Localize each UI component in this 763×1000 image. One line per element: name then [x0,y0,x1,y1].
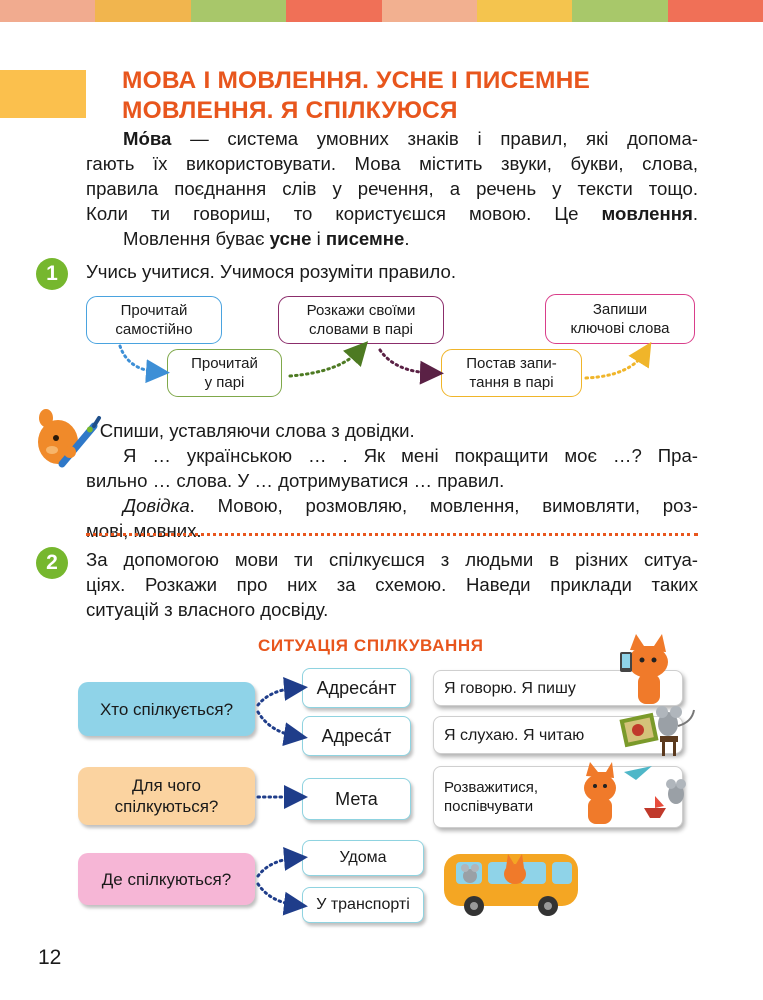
term-pysemne: писемне [325,228,405,249]
box-meta: Мета [302,778,411,820]
question-where: Де спілкуються? [78,853,255,905]
step2-line1: Прочитай [191,355,258,372]
box-addresant: Адреса́нт [302,668,411,708]
box-transport: У транспорті [302,887,424,923]
intro-line5-end: . [404,228,410,249]
task-number-badge-1: 1 [36,258,68,290]
step4-line1: Постав запи- [466,355,557,372]
exercise-line1: Я … українською … . Як мені покращити моє …? Пра- [123,445,698,466]
intro-line1-text: — система умовних знаків і правил, які допома- [171,128,698,149]
cat-mouse-play-icon [580,760,692,826]
step3-line2: словами в парі [308,321,414,338]
task2-line3: ситуацій з власного досвіду. [86,599,329,620]
intro-line3: правила поєднання слів у речення, а речень у тексти тощо. [86,178,698,199]
term-movlennia: мовлення [601,203,693,224]
task-number-badge-2: 2 [36,547,68,579]
term-mova: Мо́ва [123,128,172,149]
answer-speak-write: Я говорю. Я пишу [433,670,683,706]
question-why-line2: спілкуються? [114,797,219,816]
intro-line5-mid: і [311,228,326,249]
box-home: Удома [302,840,424,876]
step5-line1: Запиши [592,301,648,318]
hint-line2: мові, мовних. [86,520,202,541]
cat-phone-icon [610,630,690,706]
task2-line2: ціях. Розкажи про них за схемою. Наведи приклади таких [86,574,698,595]
term-usne: усне [269,228,312,249]
step4-line2: тання в парі [469,374,554,391]
hint-label: Довідка [123,495,190,516]
intro-line2: гають їх використовувати. Мова містить звуки, букви, слова, [86,153,698,174]
step1-line2: самостійно [115,321,193,338]
answer-purpose-line1: Розважитися, [444,779,538,796]
exercise-bullet: • [86,417,94,442]
lesson-title-line1: МОВА І МОВЛЕННЯ. УСНЕ І ПИСЕМНЕ [122,67,591,94]
mouse-book-icon [616,702,698,758]
page-number: 12 [38,946,62,969]
exercise-line2: вильно … слова. У … дотримуватися … правил. [86,470,505,491]
step5-line2: ключові слова [570,320,670,337]
question-why-line1: Для чого [132,776,201,795]
lesson-title-line2: МОВЛЕННЯ. Я СПІЛКУЮСЯ [122,97,458,124]
step3-line1: Розкажи своїми [306,302,416,319]
question-who: Хто спілкується? [78,682,255,736]
task2-line1: За допомогою мови ти спілкуєшся з людьми в різних ситуа- [86,549,698,570]
task1-text: Учись учитися. Учимося розуміти правило. [86,261,456,282]
intro-line4-text: Коли ти говориш, то користуєшся мовою. Це [86,203,602,224]
intro-line4-end: . [692,203,698,224]
step1-line1: Прочитай [120,302,188,319]
hint-line1-text: . Мовою, розмовляю, мовлення, вимовляти, роз- [189,495,698,516]
scheme-title: СИТУАЦІЯ СПІЛКУВАННЯ [258,636,484,655]
exercise-instruction-text: Спиши, уставляючи слова з довідки. [99,420,415,441]
answer-listen-read: Я слухаю. Я читаю [433,716,683,754]
box-addresat: Адреса́т [302,716,411,756]
bus-icon [440,848,582,918]
answer-purpose-line2: поспівчувати [444,798,534,815]
intro-line5-text: Мовлення буває [123,228,270,249]
step2-line2: у парі [204,374,245,391]
